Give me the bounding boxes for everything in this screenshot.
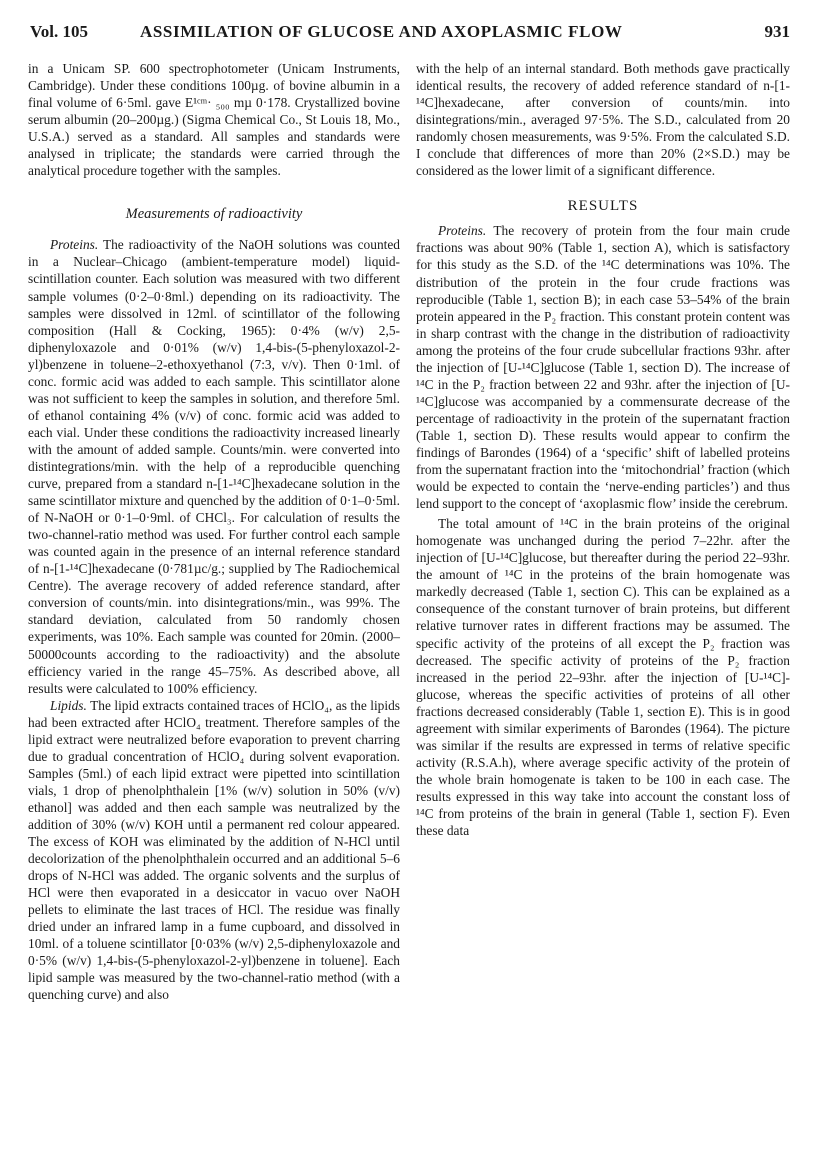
running-title: ASSIMILATION OF GLUCOSE AND AXOPLASMIC FLOW [140,22,623,41]
results-proteins-paragraph [416,222,790,512]
proteins-run-in-heading: Proteins. [50,237,99,253]
running-header [30,22,790,46]
results-proteins-run-in-heading: Proteins. [438,223,487,239]
volume-label: Vol. 105 [30,22,88,41]
page-number: 931 [764,22,790,41]
intro-paragraph: in a Unicam SP. 600 spectrophotometer (Unicam Instruments, Cambridge). Under these conditions 100µg. of bovine albumin in a final volume of 6·5ml. gave E¹ᶜᵐ· ₅₀₀ mµ 0·178. Crystallized bovine serum albumin (20–200µg.) (Sigma Chemical Co., St Louis 18, Mo., U.S.A.) served as a standard. All samples and standards were analysed in triplicate; the standards were carried through the analytical procedure together with the samples. [28,61,400,179]
left-column [28,60,400,1003]
lipids-paragraph [28,697,400,1004]
proteins-paragraph [28,236,400,696]
right-column [416,60,790,839]
proteins-body: The radioactivity of the NaOH solutions was counted in a Nuclear–Chicago (ambient-temperature model) liquid-scintillation counter. Each solution was measured with two different sample volumes (0·2–0·8ml.) depending on its radioactivity. The samples were dissolved in 12ml. of scintillator of the following composition (Hall & Cocking, 1965): 0·4% (w/v) 2,5-diphenyloxazole and 0·01% (w/v) 1,4-bis-(5-phenyloxazol-2-yl)benzene in toluene–2-ethoxyethanol (7:3, v/v). Then 0·1ml. of conc. formic acid was added to each sample. This scintillator alone was not sufficient to keep the samples in solution, and therefore 5ml. of ethanol containing 4% (v/v) of conc. formic acid was added to each vial. Under these conditions the radioactivity increased linearly with the amount of added sample. Counts/min. were converted into distintegrations/min. with the help of a reproducible quenching curve, prepared from a standard n-[1-¹⁴C]hexadecane solution in the same scintillator mixture and quenched by the addition of 0·1–0·5ml. of N-NaOH or 0·1–0·9ml. of CHCl₃. For calculation of results the two-channel-ratio method was used. For further control each sample was counted again in the presence of an internal reference standard of n-[1-¹⁴C]hexadecane (0·781µc/g.; supplied by The Radiochemical Centre). The average recovery of added reference standard, after conversion of counts/min. into disintegrations/min., was 99%. The standard deviation, calculated from 50 randomly chosen experiments, was 10%. Each sample was counted for 20min. (2000–50000counts according to the radioactivity) and the absolute efficiency varied in the range 45–75%. As described above, all results were calculated to 100% efficiency. [28,237,400,696]
results-heading: RESULTS [567,198,639,215]
results-proteins-body: The recovery of protein from the four main crude fractions was about 90% (Table 1, section A), which is satisfactory for this study as the S.D. of the ¹⁴C determinations was 10%. The distribution of the protein in the four crude fractions was reproducible (Table 1, section B); in each case 53–54% of the brain protein appeared in the P₂ fraction. This constant protein content was in sharp contrast with the change in the distribution of radioactivity among the proteins of the four crude subcellular fractions 93hr. after the injection of [U-¹⁴C]glucose (Table 1, section D). The increase of ¹⁴C in the P₂ fraction between 22 and 93hr. after the injection of [U-¹⁴C]glucose was accompanied by a commensurate decrease of the percentage of radioactivity in the protein of the supernatant fraction (Table 1, section D). These results would appear to confirm the findings of Barondes (1964) of a ‘specific’ shift of labelled proteins from the supernatant fraction into the ‘mitochondrial’ fraction (which would be expected to contain the ‘nerve-ending particles’) and thus lend support to the concept of ‘axoplasmic flow’ inside the cerebrum. [416,223,791,512]
lipids-body: The lipid extracts contained traces of HClO₄, as the lipids had been extracted after HClO₄ treatment. Therefore samples of the lipid extract were neutralized before evaporation to prevent charring due to gradual concentration of HClO₄ during solvent evaporation. Samples (5ml.) of each lipid extract were pipetted into scintillation vials, 1 drop of phenolphthalein [1% (w/v) solution in 50% (v/v) ethanol] was added and then each sample was neutralized by the addition of 30% (w/v) KOH until a permanent red colour appeared. The excess of KOH was eliminated by the addition of N-HCl until decolorization of the phenolphthalein occurred and an additional 5–6 drops of N-HCl was added. The organic solvents and the surplus of HCl were then evaporated in a desiccator in vacuo over NaOH pellets to eliminate the last traces of HCl. The residue was finally dried under an infrared lamp in a fume cupboard, and dissolved in 10ml. of a toluene scintillator [0·03% (w/v) 2,5-diphenyloxazole and 0·5% (w/v) 1,4-bis-(5-phenyloxazol-2-yl)benzene in toluene]. Each lipid sample was measured by the two-channel-ratio method (with a quenching curve) and also [28,697,400,1003]
results-second-paragraph: The total amount of ¹⁴C in the brain proteins of the original homogenate was unchanged during the period 7–22hr. after the injection of [U-¹⁴C]glucose, but thereafter during the period 22–93hr. the amount of ¹⁴C in the proteins of the brain homogenate was markedly decreased (Table 1, section C). This can be explained as a consequence of the constant turnover of brain proteins, but different relative turnover rates in different fractions may be assumed. The specific activity of the proteins of all except the P₂ fraction was decreased. The specific activity of proteins of the P₂ fraction increased in the period 22–93hr. after the injection of [U-¹⁴C]-glucose, whereas the specific activities of proteins of all other fractions decreased considerably (Table 1, section E). This is in good agreement with similar experiments of Barondes (1964). The picture was similar if the results are expressed in terms of relative specific activity (R.S.A.h), where average specific activity of the protein of the whole brain homogenate is taken to be 100 in each case. The results expressed in this way take into account the constant loss of ¹⁴C from proteins of the brain in general (Table 1, section F). Even these data [416,516,790,839]
lipids-run-in-heading: Lipids. [50,697,87,713]
subsection-heading: Measurements of radioactivity [125,206,303,223]
continuation-paragraph: with the help of an internal standard. Both methods gave practically identical results, the recovery of added reference standard of n-[1-¹⁴C]hexadecane, after conversion of counts/min. into disintegrations/min., averaged 97·5%. The S.D., calculated from 20 randomly chosen measurements, was 9·5%. From the calculated S.D. I conclude that differences of more than 20% (2×S.D.) may be considered as the lower limit of a significant difference. [416,61,790,179]
